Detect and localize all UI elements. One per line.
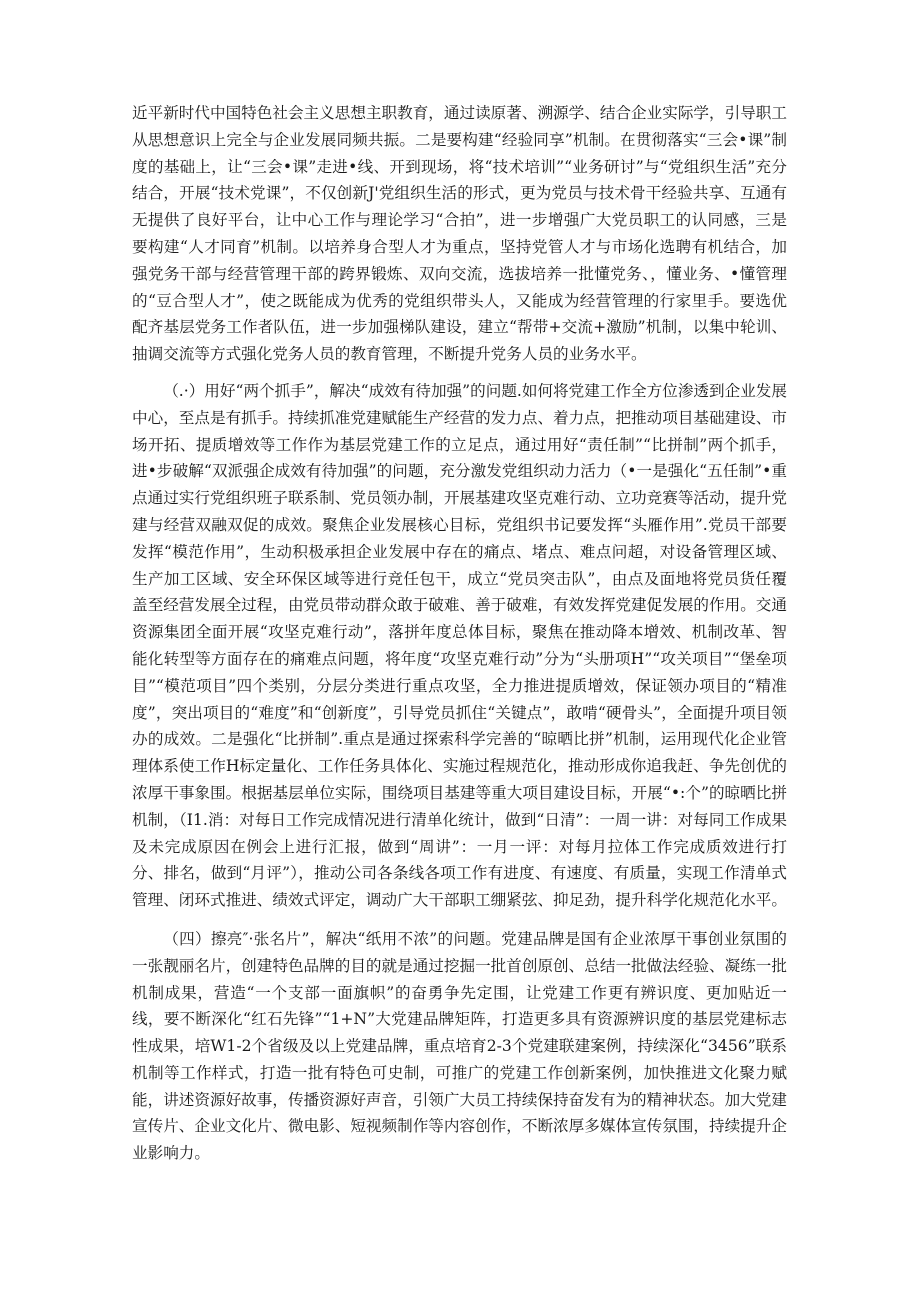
paragraph-section-four: （四）擦亮″·张名片”，解决“纸用不浓”的问题。党建品牌是国有企业浓厚干事创业氛围的一张靓丽名片，创建特色品牌的目的就是通过挖掘一批首创原创、总结一批做法经验、凝练一批机制成果，营造“一个支部一面旗帜”的奋勇争先定围，让党建工作更有辨识度、更加贴近一线，要不断深化“红石先锋”“1+N”大党建品牌矩阵，打造更多具有资源辨识度的基层党建标志性成果，培W1-2个省级及以上党建品牌，重点培育2-3个党建联建案例，持续深化“3456”联系机制等工作样式，打造一批有特色可史制，可推广的党建工作创新案例，加快推进文化聚力赋能，讲述资源好故事，传播资源好声音，引领广大员工持续保持奋发有为的精神状态。加大党建宣传片、企业文化片、微电影、短视频制作等内容创作，不断浓厚多媒体宣传氛围，持续提升企业影响力。 xyxy=(132,929,787,1163)
paragraph-continued: 近平新时代中国特色社会主义思想主职教育，通过读原著、溯源学、结合企业实际学，引导职工从思想意识上完全与企业发展同频共振。二是要构建“经验同享”机制。在贯彻落实“三会•课”制度的基础上，让“三会•课”走进•线、开到现场，将“技术培训”“业务研讨”与“党组织生活”充分结合，开展“技术党课”，不仅创新J'党组织生活的形式，更为党员与技术骨干经验共享、互通有无提供了良好平台，让中心工作与理论学习“合拍”，进一步增强广大党员职工的认同感，三是要构建“人才同育”机制。以培养身合型人才为重点，坚持党管人才与市场化选聘有机结合，加强党务干部与经营管理干部的跨界锻炼、双向交流，选拔培养一批懂党务、，懂业务、•懂管理的“豆合型人才”，使之既能成为优秀的党组织带头人，又能成为经营管理的行家里手。要选优配齐基层党务工作者队伍，进一步加强梯队建设，建立“帮带+交流+激励”机制，以集中轮训、抽调交流等方式强化党务人员的教育管理，不断提升党务人员的业务水平。 xyxy=(132,104,787,364)
paragraph-section-three: （.·）用好“两个抓手”，解决“成效有待加强”的问题.如何将党建工作全方位渗透到企业发展中心，至点是有抓手。持续抓准党建赋能生产经营的发力点、着力点，把推动项目基础建设、市场开拓、提质增效等工作作为基层党建工作的立足点，通过用好“责任制”“比拼制”两个抓手，进•步破解“双派强企成效有待加强”的问题，充分激发党组织动力活力（•一是强化“五任制”•重点通过实行党组织班子联系制、党员领办制，开展基建攻坚克难行动、立功竞赛等活动，提升党建与经营双融双促的成效。聚焦企业发展核心目标，党组织书记要发挥“头雁作用”.党员干部要发挥“模范作用”，生动积极承担企业发展中存在的痛点、堵点、难点问超，对设备管理区域、生产加工区域、安全环保区域等进行竞任包干，成立“党员突击队”，由点及面地将党员货任覆盖至经营发展全过程，由党员带动群众敢于破难、善于破难，有效发挥党建促发展的作用。交通资源集团全面开展“攻坚克难行动”，落拼年度总体目标，聚焦在推动降本增效、机制改革、智能化转型等方面存在的痛难点问题，将年度“攻坚克难行动”分为“头册项H”“攻关项目”“堡垒项目”“模范项目”四个类别，分层分类进行重点攻坚，全力推进提质增效，保证领办项目的“精准度”，突出项目的“难度”和“创新度”，引导党员抓住“关键点”，敢啃“硬骨头”，全面提升项目领办的成效。二是强化“比拼制”.重点是通过探索科学完善的“晾晒比拼”机制，运用现代化企业管理体系使工作H标定量化、工作任务具体化、实施过程规范化，推动形成你追我赶、争先创优的浓厚干事象围。根据基层单位实际，围绕项目基建等重大项目建设目标，开展“•:个”的晾晒比拼机制，（I1.消：对每日工作完成情况进行清单化统计，做到“日清”：一周一讲：对每同工作成果及未完成原因在例会上进行汇报，做到“周讲”：一月一评：对每月拉体工作完成质效进行打分、排名，做到“月评”），推动公司各条线各项工作有进度、有速度、有质量，实现工作清单式管理、闭环式推进、绩效式评定，调动广大干部职工绷紧弦、抑足劲，提升科学化规范化水平。 xyxy=(132,381,787,910)
document-body xyxy=(132,100,787,1167)
